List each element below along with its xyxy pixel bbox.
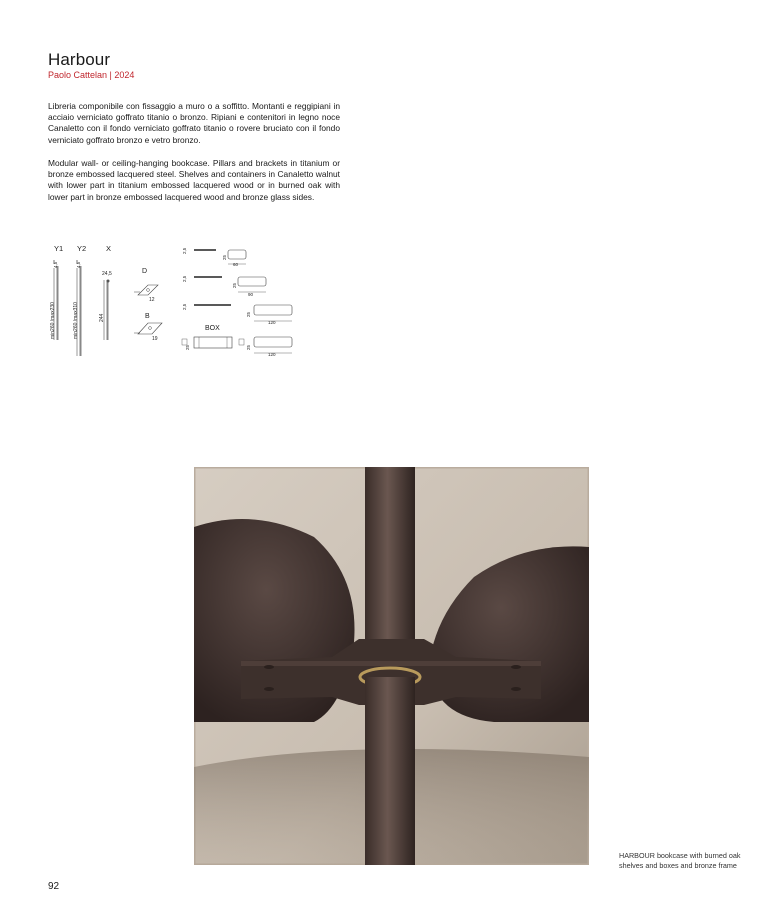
label-b: B: [145, 313, 150, 320]
shelf-120: [182, 303, 292, 325]
y1-top-dim: 4,5: [53, 261, 58, 268]
bracket-b-drawing: [134, 323, 162, 342]
label-box: BOX: [205, 325, 220, 332]
box-plan: [246, 337, 292, 357]
y1-height-dim: min260 /max230: [50, 302, 56, 339]
label-x: X: [106, 244, 112, 253]
label-y2: Y2: [77, 244, 87, 253]
bracket-d-drawing: [134, 285, 158, 303]
box-width: 120: [268, 352, 276, 357]
y2-top-dim: 4,5: [76, 261, 81, 268]
box2-height: 25: [246, 344, 251, 350]
shelf2-width: 90: [248, 292, 254, 297]
label-y1: Y1: [54, 244, 64, 253]
box-height: 25: [185, 344, 190, 350]
product-photo: [194, 467, 589, 865]
y1-pillar: [50, 260, 59, 340]
y2-pillar: [73, 260, 82, 356]
page-number: 92: [48, 881, 60, 892]
description-italian: Libreria componibile con fissaggio a muro o a soffitto. Montanti e reggipiani in acciaio verniciato goffrato titanio o bronzo. Ripiani e contenitori in legno noce Canaletto con il fondo verniciato goffrato titanio o rovere bruciato con il fondo verniciato goffrato bronzo e vetro bronzo.: [48, 101, 340, 145]
shelf3-width: 120: [268, 320, 276, 325]
shelf1-width: 60: [233, 262, 239, 267]
shelf3-thick: 2,5: [182, 303, 187, 310]
d-depth-dim: 12: [149, 297, 155, 303]
box-elevation: [182, 337, 244, 350]
shelf-60: [182, 247, 246, 267]
description-english: Modular wall- or ceiling-hanging bookcase. Pillars and brackets in titanium or bronze embossed lacquered steel. Shelves and containers in Canaletto walnut with lower part in titanium embossed lacquered wood or in burned oak with lower part in bronze embossed lacquered wood and bronze glass sides.: [48, 158, 340, 202]
shelf2-thick: 2,5: [182, 275, 187, 282]
shelf1-depth: 25: [222, 254, 227, 260]
y2-height-dim: min260 /max310: [73, 302, 79, 339]
shelf3-depth: 25: [246, 311, 251, 317]
photo-caption: HARBOUR bookcase with burned oak shelves and boxes and bronze frame: [619, 851, 741, 870]
label-d: D: [142, 268, 148, 275]
shelf1-thick: 2,5: [182, 247, 187, 254]
b-depth-dim: 19: [152, 336, 158, 342]
x-top-dim: 24,5: [102, 271, 112, 277]
designer-year: Paolo Cattelan | 2024: [48, 70, 135, 80]
x-height-dim: 244: [99, 313, 105, 322]
product-title: Harbour: [48, 50, 111, 69]
x-pillar: [99, 271, 112, 340]
shelf-90: [182, 275, 266, 297]
shelf2-depth: 25: [232, 282, 237, 288]
technical-drawing: [44, 240, 344, 365]
